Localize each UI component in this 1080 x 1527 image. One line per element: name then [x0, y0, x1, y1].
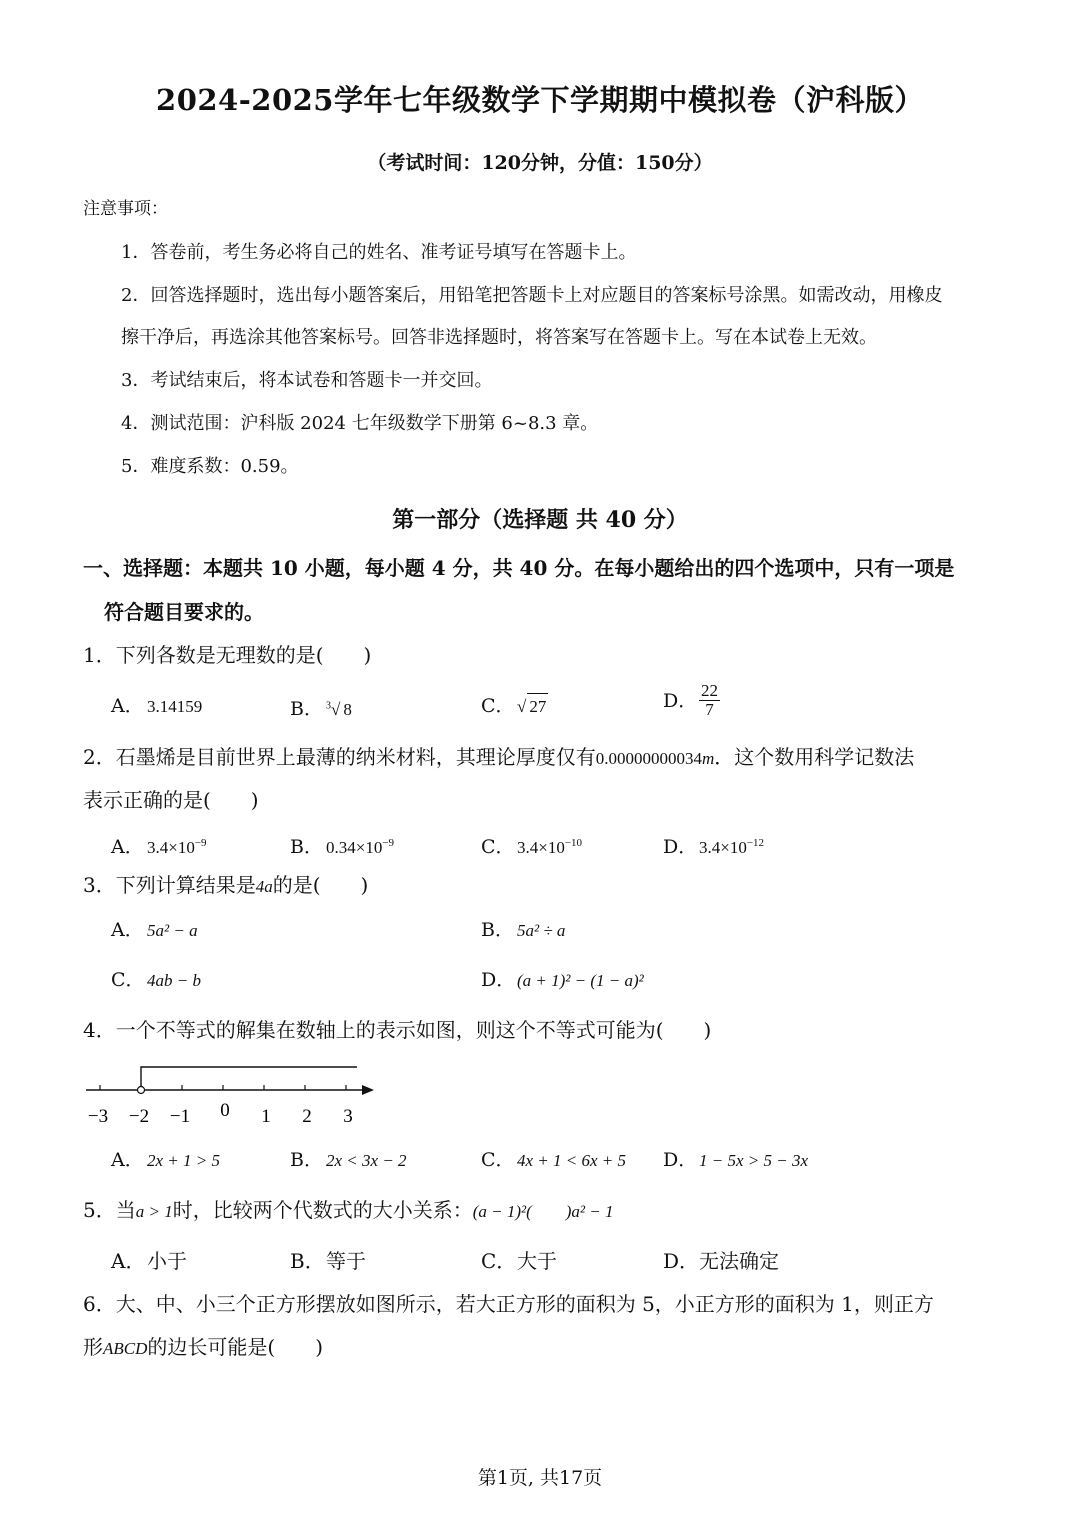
q1-b-value: $^3$√ 8 [326, 700, 354, 719]
fraction [699, 682, 720, 719]
option-label: B． [481, 919, 514, 941]
radicand: 8 [343, 699, 352, 719]
q1-option-a [111, 693, 202, 720]
option-label: B． [290, 1249, 325, 1273]
q3-d-value: (a + 1)² − (1 − a)² [517, 971, 644, 990]
q2-option-d [663, 830, 764, 861]
q2-b-exp: −9 [382, 837, 395, 849]
question-6-stem: 6．大、中、小三个正方形摆放如图所示，若大正方形的面积为 5，小正方形的面积为 1，则正方 [83, 1292, 934, 1316]
note-item-1: 1．答卷前，考生务必将自己的姓名、准考证号填写在答题卡上。 [121, 242, 637, 263]
section-title: 第一部分（选择题 共 40 分） [392, 507, 688, 533]
question-1-stem: 1．下列各数是无理数的是( ) [83, 643, 372, 667]
note-item-3: 3．考试结束后，将本试卷和答题卡一并交回。 [121, 370, 493, 391]
q5-option-b [290, 1247, 366, 1275]
option-label: D． [663, 836, 698, 858]
page-title: 2024-2025学年七年级数学下学期期中模拟卷（沪科版） [156, 83, 924, 117]
q4-d-value: 1 − 5x > 5 − 3x [699, 1151, 809, 1170]
option-label: C． [111, 969, 145, 991]
page-number: 第1页, 共17页 [477, 1467, 603, 1489]
q2-a-base: 3.4×10 [147, 838, 195, 857]
q5-option-d [663, 1247, 779, 1275]
question-2-stem [83, 743, 914, 773]
q3-option-d [481, 967, 644, 994]
q5-b-value: 等于 [326, 1249, 366, 1273]
q2-a-exp: −9 [194, 837, 207, 849]
q2-option-c [481, 830, 582, 861]
q2-stem-pre: 2．石墨烯是目前世界上最薄的纳米材料，其理论厚度仅有 [83, 745, 596, 769]
q5-stem-pre: 5．当 [83, 1198, 136, 1222]
q2-c-base: 3.4×10 [517, 838, 565, 857]
q3-stem-post: 的是( ) [272, 873, 369, 897]
option-label: A． [111, 919, 144, 941]
tick-label: −2 [128, 1106, 150, 1127]
q5-stem-mid: 时，比较两个代数式的大小关系： [172, 1198, 473, 1222]
q6-stem-pre: 形 [83, 1335, 103, 1359]
section-instructions: 一、选择题：本题共 10 小题，每小题 4 分，共 40 分。在每小题给出的四个选项中，只有一项是 [83, 556, 955, 580]
option-label: A． [111, 695, 144, 717]
question-5-stem [83, 1196, 614, 1226]
q1-option-b [290, 693, 354, 723]
question-6-stem-cont [83, 1333, 323, 1363]
q4-option-a [111, 1147, 220, 1174]
q2-unit: m [701, 749, 715, 768]
q4-a-value: 2x + 1 > 5 [147, 1151, 220, 1170]
tick-label: −1 [169, 1106, 191, 1127]
q2-option-a [111, 830, 207, 861]
q5-option-c [481, 1247, 557, 1275]
tick-label: 3 [343, 1106, 353, 1127]
option-label: A． [111, 836, 144, 858]
question-4-stem: 4．一个不等式的解集在数轴上的表示如图，则这个不等式可能为( ) [83, 1018, 712, 1042]
option-label: B． [290, 1149, 323, 1171]
q4-c-value: 4x + 1 < 6x + 5 [517, 1151, 627, 1170]
q5-expression: (a − 1)²( )a² − 1 [472, 1202, 614, 1221]
note-item-5: 5．难度系数：0.59。 [121, 456, 299, 477]
solution-ray [141, 1067, 357, 1090]
q3-option-c [111, 967, 201, 994]
note-item-4: 4．测试范围：沪科版 2024 七年级数学下册第 6~8.3 章。 [121, 413, 599, 434]
notes-heading: 注意事项： [83, 199, 168, 219]
q4-b-value: 2x < 3x − 2 [326, 1151, 407, 1170]
q5-option-a [111, 1247, 187, 1275]
q4-option-d [663, 1147, 808, 1174]
exam-info: （考试时间：120分钟，分值：150分） [367, 152, 713, 174]
q3-a-value: 5a² − a [147, 921, 198, 940]
q3-b-value: 5a² ÷ a [517, 921, 566, 940]
option-label: D． [663, 689, 698, 712]
option-label: D． [663, 1149, 698, 1171]
question-3-stem [83, 871, 368, 901]
option-label: B． [290, 697, 323, 720]
option-label: C． [481, 1249, 517, 1273]
q5-d-value: 无法确定 [699, 1249, 779, 1273]
q2-option-b [290, 830, 394, 861]
q4-option-c [481, 1147, 626, 1174]
q5-condition: a > 1 [135, 1202, 173, 1221]
option-label: A． [111, 1249, 146, 1273]
q3-c-value: 4ab − b [147, 971, 201, 990]
tick-label: 2 [302, 1106, 312, 1127]
q5-a-value: 小于 [147, 1249, 187, 1273]
q2-c-exp: −10 [564, 837, 583, 849]
q2-value: 0.00000000034 [595, 749, 702, 768]
q1-c-value: √ 27 [517, 697, 548, 716]
note-item-2-cont: 擦干净后，再选涂其他答案标号。回答非选择题时，将答案写在答题卡上。写在本试卷上无效。 [121, 327, 877, 348]
q3-stem-pre: 3．下列计算结果是 [83, 873, 256, 897]
q6-stem-math: ABCD [103, 1339, 148, 1358]
numerator: 22 [701, 681, 718, 700]
q4-option-b [290, 1147, 407, 1174]
question-2-stem-cont: 表示正确的是( ) [83, 788, 259, 812]
q2-stem-post: ．这个数用科学记数法 [714, 745, 915, 769]
q2-b-base: 0.34×10 [326, 838, 383, 857]
open-point [138, 1087, 145, 1094]
tick-label: −3 [87, 1106, 109, 1127]
q6-stem-post: 的边长可能是( ) [147, 1335, 323, 1359]
q5-c-value: 大于 [517, 1249, 557, 1273]
option-label: B． [290, 836, 323, 858]
radicand: 27 [527, 693, 548, 720]
denominator: 7 [705, 700, 714, 719]
q1-a-value: 3.14159 [147, 697, 203, 716]
option-label: C． [481, 836, 515, 858]
root-index: 3 [326, 700, 331, 711]
option-label: C． [481, 1149, 515, 1171]
q3-option-b [481, 917, 565, 944]
q1-option-c [481, 693, 548, 720]
number-line-figure [80, 1058, 380, 1130]
q2-d-exp: −12 [746, 837, 765, 849]
option-label: D． [663, 1249, 700, 1273]
section-instructions-cont: 符合题目要求的。 [104, 600, 264, 624]
q3-stem-math: 4a [255, 877, 273, 896]
q2-d-base: 3.4×10 [699, 838, 747, 857]
option-label: A． [111, 1149, 144, 1171]
option-label: D． [481, 969, 516, 991]
tick-label: 1 [261, 1106, 271, 1127]
note-item-2: 2．回答选择题时，选出每小题答案后，用铅笔把答题卡上对应题目的答案标号涂黑。如需改动，用橡皮 [121, 285, 943, 306]
tick-label: 0 [220, 1100, 230, 1121]
axis-arrow [362, 1085, 374, 1095]
option-label: C． [481, 695, 515, 717]
q3-option-a [111, 917, 198, 944]
q1-option-d [663, 682, 720, 719]
